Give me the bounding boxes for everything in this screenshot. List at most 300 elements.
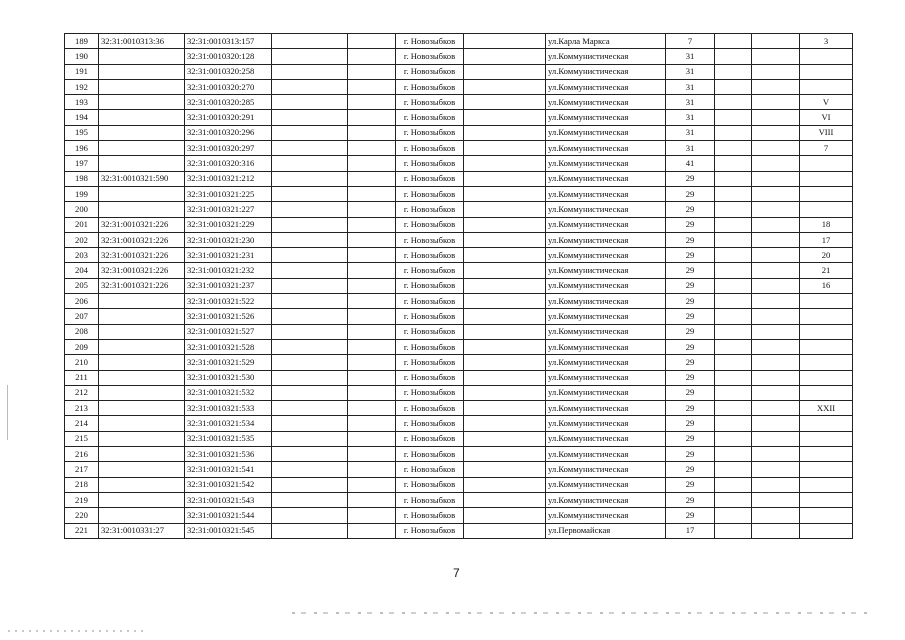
old-cadastral-number-cell: 32:31:0010331:27	[99, 523, 185, 538]
empty-cell-10	[715, 508, 752, 523]
table-row	[65, 401, 853, 416]
house-number-cell: 29	[666, 385, 715, 400]
apartment-number-cell	[800, 156, 853, 171]
empty-cell-11	[752, 355, 800, 370]
empty-cell-10	[715, 324, 752, 339]
row-number-cell: 195	[65, 125, 99, 140]
street-cell: ул.Коммунистическая	[546, 95, 666, 110]
old-cadastral-number-cell	[99, 492, 185, 507]
empty-cell-10	[715, 416, 752, 431]
empty-cell-10	[715, 385, 752, 400]
empty-cell-5	[348, 508, 396, 523]
empty-cell-7	[464, 370, 546, 385]
empty-cell-5	[348, 125, 396, 140]
apartment-number-cell: 7	[800, 141, 853, 156]
empty-cell-4	[272, 186, 348, 201]
old-cadastral-number-cell	[99, 64, 185, 79]
old-cadastral-number-cell	[99, 477, 185, 492]
old-cadastral-number-cell	[99, 95, 185, 110]
row-number-cell: 217	[65, 462, 99, 477]
empty-cell-7	[464, 385, 546, 400]
row-number-cell: 196	[65, 141, 99, 156]
empty-cell-4	[272, 278, 348, 293]
empty-cell-10	[715, 217, 752, 232]
empty-cell-10	[715, 431, 752, 446]
row-number-cell: 221	[65, 523, 99, 538]
table-row	[65, 64, 853, 79]
apartment-number-cell: VI	[800, 110, 853, 125]
old-cadastral-number-cell	[99, 186, 185, 201]
table-row	[65, 217, 853, 232]
empty-cell-10	[715, 339, 752, 354]
city-cell: г. Новозыбков	[396, 477, 464, 492]
cadastral-number-cell: 32:31:0010321:532	[185, 385, 272, 400]
street-cell: ул.Коммунистическая	[546, 416, 666, 431]
street-cell: ул.Коммунистическая	[546, 49, 666, 64]
table-row	[65, 95, 853, 110]
empty-cell-11	[752, 64, 800, 79]
street-cell: ул.Первомайская	[546, 523, 666, 538]
empty-cell-7	[464, 339, 546, 354]
empty-cell-11	[752, 309, 800, 324]
apartment-number-cell	[800, 49, 853, 64]
street-cell: ул.Коммунистическая	[546, 294, 666, 309]
table-row	[65, 141, 853, 156]
apartment-number-cell	[800, 492, 853, 507]
house-number-cell: 7	[666, 34, 715, 49]
cadastral-number-cell: 32:31:0010320:270	[185, 79, 272, 94]
old-cadastral-number-cell: 32:31:0010313:36	[99, 34, 185, 49]
cadastral-number-cell: 32:31:0010321:530	[185, 370, 272, 385]
table-row	[65, 385, 853, 400]
empty-cell-5	[348, 141, 396, 156]
empty-cell-4	[272, 171, 348, 186]
house-number-cell: 31	[666, 79, 715, 94]
table-row	[65, 202, 853, 217]
apartment-number-cell	[800, 294, 853, 309]
empty-cell-5	[348, 447, 396, 462]
apartment-number-cell: 3	[800, 34, 853, 49]
cadastral-number-cell: 32:31:0010320:291	[185, 110, 272, 125]
empty-cell-5	[348, 309, 396, 324]
city-cell: г. Новозыбков	[396, 202, 464, 217]
street-cell: ул.Коммунистическая	[546, 64, 666, 79]
empty-cell-5	[348, 355, 396, 370]
empty-cell-5	[348, 186, 396, 201]
empty-cell-10	[715, 309, 752, 324]
table-row	[65, 186, 853, 201]
cadastral-number-cell: 32:31:0010321:534	[185, 416, 272, 431]
apartment-number-cell: XXII	[800, 401, 853, 416]
house-number-cell: 29	[666, 309, 715, 324]
empty-cell-7	[464, 355, 546, 370]
empty-cell-5	[348, 79, 396, 94]
row-number-cell: 192	[65, 79, 99, 94]
old-cadastral-number-cell: 32:31:0010321:226	[99, 278, 185, 293]
empty-cell-7	[464, 248, 546, 263]
city-cell: г. Новозыбков	[396, 217, 464, 232]
house-number-cell: 29	[666, 462, 715, 477]
table-row	[65, 462, 853, 477]
table-row	[65, 49, 853, 64]
city-cell: г. Новозыбков	[396, 248, 464, 263]
empty-cell-4	[272, 324, 348, 339]
street-cell: ул.Коммунистическая	[546, 401, 666, 416]
empty-cell-4	[272, 49, 348, 64]
table-row	[65, 294, 853, 309]
row-number-cell: 216	[65, 447, 99, 462]
empty-cell-5	[348, 492, 396, 507]
old-cadastral-number-cell: 32:31:0010321:226	[99, 217, 185, 232]
row-number-cell: 209	[65, 339, 99, 354]
row-number-cell: 207	[65, 309, 99, 324]
empty-cell-10	[715, 447, 752, 462]
empty-cell-11	[752, 462, 800, 477]
empty-cell-11	[752, 447, 800, 462]
table-row	[65, 355, 853, 370]
city-cell: г. Новозыбков	[396, 49, 464, 64]
empty-cell-5	[348, 416, 396, 431]
empty-cell-7	[464, 477, 546, 492]
old-cadastral-number-cell	[99, 324, 185, 339]
apartment-number-cell	[800, 477, 853, 492]
empty-cell-10	[715, 141, 752, 156]
empty-cell-5	[348, 49, 396, 64]
house-number-cell: 29	[666, 217, 715, 232]
empty-cell-7	[464, 79, 546, 94]
row-number-cell: 190	[65, 49, 99, 64]
empty-cell-7	[464, 508, 546, 523]
empty-cell-11	[752, 141, 800, 156]
house-number-cell: 29	[666, 355, 715, 370]
table-row	[65, 416, 853, 431]
apartment-number-cell: 18	[800, 217, 853, 232]
house-number-cell: 29	[666, 447, 715, 462]
empty-cell-4	[272, 385, 348, 400]
city-cell: г. Новозыбков	[396, 447, 464, 462]
empty-cell-7	[464, 401, 546, 416]
empty-cell-5	[348, 34, 396, 49]
apartment-number-cell	[800, 462, 853, 477]
empty-cell-7	[464, 64, 546, 79]
empty-cell-7	[464, 34, 546, 49]
street-cell: ул.Коммунистическая	[546, 263, 666, 278]
city-cell: г. Новозыбков	[396, 324, 464, 339]
street-cell: ул.Коммунистическая	[546, 156, 666, 171]
house-number-cell: 29	[666, 186, 715, 201]
street-cell: ул.Коммунистическая	[546, 385, 666, 400]
empty-cell-5	[348, 110, 396, 125]
empty-cell-4	[272, 34, 348, 49]
house-number-cell: 29	[666, 401, 715, 416]
empty-cell-4	[272, 232, 348, 247]
empty-cell-5	[348, 217, 396, 232]
empty-cell-11	[752, 370, 800, 385]
row-number-cell: 201	[65, 217, 99, 232]
cadastral-number-cell: 32:31:0010321:543	[185, 492, 272, 507]
house-number-cell: 29	[666, 431, 715, 446]
cadastral-number-cell: 32:31:0010321:231	[185, 248, 272, 263]
cadastral-number-cell: 32:31:0010321:212	[185, 171, 272, 186]
empty-cell-11	[752, 49, 800, 64]
empty-cell-10	[715, 95, 752, 110]
empty-cell-10	[715, 462, 752, 477]
empty-cell-5	[348, 278, 396, 293]
cadastral-number-cell: 32:31:0010321:541	[185, 462, 272, 477]
empty-cell-7	[464, 523, 546, 538]
table-row	[65, 431, 853, 446]
city-cell: г. Новозыбков	[396, 278, 464, 293]
empty-cell-10	[715, 477, 752, 492]
street-cell: ул.Коммунистическая	[546, 508, 666, 523]
empty-cell-10	[715, 171, 752, 186]
house-number-cell: 17	[666, 523, 715, 538]
cadastral-number-cell: 32:31:0010321:545	[185, 523, 272, 538]
apartment-number-cell	[800, 416, 853, 431]
cadastral-number-cell: 32:31:0010321:230	[185, 232, 272, 247]
empty-cell-10	[715, 355, 752, 370]
empty-cell-11	[752, 248, 800, 263]
empty-cell-11	[752, 385, 800, 400]
street-cell: ул.Коммунистическая	[546, 110, 666, 125]
table-row	[65, 110, 853, 125]
city-cell: г. Новозыбков	[396, 141, 464, 156]
empty-cell-10	[715, 110, 752, 125]
cadastral-number-cell: 32:31:0010321:227	[185, 202, 272, 217]
empty-cell-10	[715, 248, 752, 263]
empty-cell-7	[464, 447, 546, 462]
cadastral-number-cell: 32:31:0010320:297	[185, 141, 272, 156]
street-cell: ул.Коммунистическая	[546, 492, 666, 507]
house-number-cell: 29	[666, 248, 715, 263]
city-cell: г. Новозыбков	[396, 263, 464, 278]
street-cell: ул.Коммунистическая	[546, 477, 666, 492]
cadastral-number-cell: 32:31:0010320:285	[185, 95, 272, 110]
old-cadastral-number-cell	[99, 508, 185, 523]
table-row	[65, 492, 853, 507]
empty-cell-4	[272, 523, 348, 538]
empty-cell-4	[272, 355, 348, 370]
empty-cell-4	[272, 416, 348, 431]
empty-cell-11	[752, 477, 800, 492]
table-row	[65, 125, 853, 140]
empty-cell-7	[464, 431, 546, 446]
empty-cell-4	[272, 447, 348, 462]
street-cell: ул.Карла Маркса	[546, 34, 666, 49]
empty-cell-11	[752, 492, 800, 507]
city-cell: г. Новозыбков	[396, 462, 464, 477]
empty-cell-4	[272, 370, 348, 385]
empty-cell-5	[348, 294, 396, 309]
house-number-cell: 29	[666, 232, 715, 247]
empty-cell-7	[464, 294, 546, 309]
city-cell: г. Новозыбков	[396, 294, 464, 309]
empty-cell-7	[464, 125, 546, 140]
empty-cell-5	[348, 370, 396, 385]
empty-cell-7	[464, 202, 546, 217]
old-cadastral-number-cell	[99, 79, 185, 94]
apartment-number-cell	[800, 508, 853, 523]
cadastral-number-cell: 32:31:0010321:232	[185, 263, 272, 278]
street-cell: ул.Коммунистическая	[546, 462, 666, 477]
row-number-cell: 208	[65, 324, 99, 339]
house-number-cell: 31	[666, 110, 715, 125]
empty-cell-11	[752, 95, 800, 110]
old-cadastral-number-cell	[99, 141, 185, 156]
empty-cell-11	[752, 508, 800, 523]
old-cadastral-number-cell	[99, 385, 185, 400]
empty-cell-7	[464, 186, 546, 201]
table-row	[65, 508, 853, 523]
old-cadastral-number-cell	[99, 370, 185, 385]
row-number-cell: 219	[65, 492, 99, 507]
house-number-cell: 31	[666, 141, 715, 156]
street-cell: ул.Коммунистическая	[546, 232, 666, 247]
old-cadastral-number-cell	[99, 401, 185, 416]
house-number-cell: 29	[666, 492, 715, 507]
street-cell: ул.Коммунистическая	[546, 202, 666, 217]
row-number-cell: 202	[65, 232, 99, 247]
table-row	[65, 309, 853, 324]
house-number-cell: 31	[666, 125, 715, 140]
registry-table	[64, 33, 853, 539]
cadastral-number-cell: 32:31:0010320:128	[185, 49, 272, 64]
empty-cell-11	[752, 263, 800, 278]
empty-cell-10	[715, 49, 752, 64]
table-row	[65, 324, 853, 339]
house-number-cell: 41	[666, 156, 715, 171]
empty-cell-5	[348, 156, 396, 171]
cadastral-number-cell: 32:31:0010313:157	[185, 34, 272, 49]
cadastral-number-cell: 32:31:0010321:225	[185, 186, 272, 201]
empty-cell-5	[348, 95, 396, 110]
row-number-cell: 210	[65, 355, 99, 370]
city-cell: г. Новозыбков	[396, 492, 464, 507]
empty-cell-5	[348, 431, 396, 446]
table-row	[65, 156, 853, 171]
city-cell: г. Новозыбков	[396, 186, 464, 201]
empty-cell-10	[715, 401, 752, 416]
cadastral-number-cell: 32:31:0010321:528	[185, 339, 272, 354]
empty-cell-4	[272, 294, 348, 309]
house-number-cell: 29	[666, 278, 715, 293]
old-cadastral-number-cell: 32:31:0010321:226	[99, 248, 185, 263]
apartment-number-cell	[800, 171, 853, 186]
empty-cell-4	[272, 202, 348, 217]
city-cell: г. Новозыбков	[396, 339, 464, 354]
old-cadastral-number-cell	[99, 49, 185, 64]
old-cadastral-number-cell	[99, 156, 185, 171]
empty-cell-7	[464, 49, 546, 64]
city-cell: г. Новозыбков	[396, 79, 464, 94]
cadastral-number-cell: 32:31:0010321:544	[185, 508, 272, 523]
empty-cell-11	[752, 523, 800, 538]
apartment-number-cell: 20	[800, 248, 853, 263]
old-cadastral-number-cell	[99, 355, 185, 370]
empty-cell-7	[464, 171, 546, 186]
empty-cell-4	[272, 401, 348, 416]
empty-cell-7	[464, 309, 546, 324]
row-number-cell: 220	[65, 508, 99, 523]
empty-cell-4	[272, 79, 348, 94]
old-cadastral-number-cell: 32:31:0010321:590	[99, 171, 185, 186]
old-cadastral-number-cell	[99, 110, 185, 125]
city-cell: г. Новозыбков	[396, 34, 464, 49]
table-row	[65, 370, 853, 385]
table-row	[65, 339, 853, 354]
street-cell: ул.Коммунистическая	[546, 431, 666, 446]
apartment-number-cell	[800, 309, 853, 324]
apartment-number-cell: V	[800, 95, 853, 110]
empty-cell-4	[272, 462, 348, 477]
empty-cell-10	[715, 64, 752, 79]
empty-cell-11	[752, 401, 800, 416]
apartment-number-cell	[800, 447, 853, 462]
table-row	[65, 34, 853, 49]
empty-cell-5	[348, 477, 396, 492]
old-cadastral-number-cell	[99, 202, 185, 217]
apartment-number-cell	[800, 355, 853, 370]
row-number-cell: 200	[65, 202, 99, 217]
empty-cell-10	[715, 294, 752, 309]
old-cadastral-number-cell	[99, 416, 185, 431]
cadastral-number-cell: 32:31:0010321:526	[185, 309, 272, 324]
street-cell: ул.Коммунистическая	[546, 217, 666, 232]
empty-cell-5	[348, 523, 396, 538]
empty-cell-10	[715, 202, 752, 217]
empty-cell-7	[464, 95, 546, 110]
apartment-number-cell	[800, 64, 853, 79]
row-number-cell: 214	[65, 416, 99, 431]
empty-cell-4	[272, 64, 348, 79]
empty-cell-11	[752, 186, 800, 201]
empty-cell-11	[752, 79, 800, 94]
empty-cell-10	[715, 34, 752, 49]
old-cadastral-number-cell	[99, 339, 185, 354]
empty-cell-5	[348, 64, 396, 79]
old-cadastral-number-cell	[99, 431, 185, 446]
cadastral-number-cell: 32:31:0010320:296	[185, 125, 272, 140]
empty-cell-11	[752, 294, 800, 309]
house-number-cell: 29	[666, 339, 715, 354]
apartment-number-cell	[800, 431, 853, 446]
city-cell: г. Новозыбков	[396, 508, 464, 523]
apartment-number-cell	[800, 324, 853, 339]
apartment-number-cell	[800, 339, 853, 354]
empty-cell-7	[464, 324, 546, 339]
house-number-cell: 31	[666, 95, 715, 110]
empty-cell-10	[715, 370, 752, 385]
empty-cell-7	[464, 278, 546, 293]
street-cell: ул.Коммунистическая	[546, 355, 666, 370]
table-row	[65, 263, 853, 278]
house-number-cell: 29	[666, 324, 715, 339]
empty-cell-5	[348, 324, 396, 339]
row-number-cell: 198	[65, 171, 99, 186]
empty-cell-4	[272, 156, 348, 171]
scan-artifact-bottom	[292, 612, 870, 614]
empty-cell-11	[752, 416, 800, 431]
empty-cell-4	[272, 309, 348, 324]
apartment-number-cell	[800, 79, 853, 94]
row-number-cell: 213	[65, 401, 99, 416]
empty-cell-7	[464, 110, 546, 125]
empty-cell-11	[752, 278, 800, 293]
empty-cell-11	[752, 156, 800, 171]
house-number-cell: 29	[666, 171, 715, 186]
empty-cell-4	[272, 95, 348, 110]
empty-cell-11	[752, 431, 800, 446]
